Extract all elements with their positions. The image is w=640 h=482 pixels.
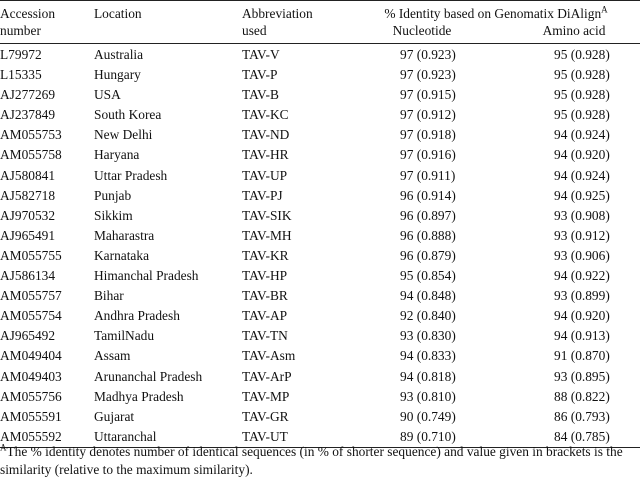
header-location-label: Location xyxy=(94,6,142,21)
cell-abbreviation: TAV-MH xyxy=(242,227,292,243)
cell-accession: AJ586134 xyxy=(0,268,56,284)
cell-location: Uttaranchal xyxy=(94,428,157,444)
cell-nucleotide: 97 (0.911) xyxy=(400,167,456,183)
cell-location: Karnataka xyxy=(94,247,150,263)
table-row xyxy=(0,44,640,66)
cell-nucleotide: 97 (0.918) xyxy=(400,127,456,143)
cell-amino-acid: 86 (0.793) xyxy=(554,408,610,424)
cell-accession: AM055758 xyxy=(0,147,62,163)
cell-nucleotide: 93 (0.810) xyxy=(400,388,456,404)
table-row xyxy=(0,125,640,145)
cell-amino-acid: 93 (0.908) xyxy=(554,207,610,223)
header-identity-footnote-marker: A xyxy=(601,4,608,15)
cell-abbreviation: TAV-B xyxy=(242,87,279,103)
cell-location: Sikkim xyxy=(94,207,133,223)
cell-nucleotide: 93 (0.830) xyxy=(400,328,456,344)
cell-abbreviation: TAV-AP xyxy=(242,308,288,324)
cell-location: Gujarat xyxy=(94,408,135,424)
table-row xyxy=(0,286,640,306)
cell-amino-acid: 93 (0.899) xyxy=(554,288,610,304)
cell-accession: AM055753 xyxy=(0,127,62,143)
cell-accession: AM055755 xyxy=(0,247,62,263)
table-row xyxy=(0,326,640,346)
cell-accession: AM055757 xyxy=(0,288,62,304)
cell-nucleotide: 95 (0.854) xyxy=(400,268,456,284)
cell-nucleotide: 89 (0.710) xyxy=(400,428,456,444)
cell-accession: AJ237849 xyxy=(0,107,56,123)
table-header xyxy=(0,1,640,44)
table-row xyxy=(0,266,640,286)
cell-location: Himanchal Pradesh xyxy=(94,268,199,284)
table-row xyxy=(0,387,640,407)
cell-nucleotide: 96 (0.879) xyxy=(400,247,456,263)
cell-location: New Delhi xyxy=(94,127,153,143)
cell-location: Punjab xyxy=(94,187,132,203)
cell-abbreviation: TAV-GR xyxy=(242,408,289,424)
cell-abbreviation: TAV-TN xyxy=(242,328,288,344)
cell-abbreviation: TAV-P xyxy=(242,67,278,83)
cell-abbreviation: TAV-ArP xyxy=(242,368,292,384)
cell-nucleotide: 97 (0.923) xyxy=(400,47,456,62)
cell-location: Hungary xyxy=(94,67,141,83)
cell-location: Haryana xyxy=(94,147,140,163)
header-nucleotide: Nucleotide xyxy=(392,23,452,38)
cell-nucleotide: 96 (0.888) xyxy=(400,227,456,243)
cell-accession: AM049404 xyxy=(0,348,62,364)
cell-amino-acid: 94 (0.920) xyxy=(554,147,610,163)
cell-abbreviation: TAV-V xyxy=(242,47,280,62)
cell-amino-acid: 93 (0.906) xyxy=(554,247,610,263)
cell-nucleotide: 97 (0.916) xyxy=(400,147,456,163)
cell-nucleotide: 94 (0.818) xyxy=(400,368,456,384)
cell-abbreviation: TAV-Asm xyxy=(242,348,296,364)
cell-abbreviation: TAV-SIK xyxy=(242,207,292,223)
cell-location: TamilNadu xyxy=(94,328,155,344)
cell-nucleotide: 94 (0.833) xyxy=(400,348,456,364)
cell-amino-acid: 94 (0.924) xyxy=(554,167,610,183)
header-identity-group xyxy=(352,1,640,23)
cell-amino-acid: 95 (0.928) xyxy=(554,47,610,62)
cell-abbreviation: TAV-UT xyxy=(242,428,288,444)
cell-nucleotide: 90 (0.749) xyxy=(400,408,456,424)
cell-accession: AJ965491 xyxy=(0,227,56,243)
table-row xyxy=(0,105,640,125)
cell-abbreviation: TAV-KC xyxy=(242,107,289,123)
cell-amino-acid: 95 (0.928) xyxy=(554,107,610,123)
cell-accession: AJ965492 xyxy=(0,328,56,344)
table-body xyxy=(0,44,640,448)
cell-amino-acid: 94 (0.922) xyxy=(554,268,610,284)
cell-amino-acid: 94 (0.913) xyxy=(554,328,610,344)
table-row xyxy=(0,407,640,427)
cell-nucleotide: 97 (0.912) xyxy=(400,107,456,123)
cell-nucleotide: 96 (0.914) xyxy=(400,187,456,203)
header-identity-group-label: % Identity based on Genomatix DiAlign xyxy=(384,6,602,21)
table-row xyxy=(0,65,640,85)
cell-abbreviation: TAV-UP xyxy=(242,167,288,183)
cell-amino-acid: 94 (0.924) xyxy=(554,127,610,143)
footnote-text: The % identity denotes number of identical sequences (in % of shorter sequence) and value given in brackets is the similarity (relative to the maximum similarity). xyxy=(0,444,623,477)
cell-amino-acid: 84 (0.785) xyxy=(554,428,610,444)
cell-accession: AJ277269 xyxy=(0,87,56,103)
table-row xyxy=(0,186,640,206)
cell-abbreviation: TAV-KR xyxy=(242,247,289,263)
cell-location: Madhya Pradesh xyxy=(94,388,184,404)
header-accession-line1: Accession xyxy=(0,6,56,21)
cell-amino-acid: 95 (0.928) xyxy=(554,87,610,103)
cell-location: Bihar xyxy=(94,288,124,304)
cell-location: South Korea xyxy=(94,107,162,123)
cell-location: Arunanchal Pradesh xyxy=(94,368,203,384)
table-row xyxy=(0,85,640,105)
cell-accession: AM055754 xyxy=(0,308,62,324)
cell-nucleotide: 97 (0.923) xyxy=(400,67,456,83)
cell-abbreviation: TAV-BR xyxy=(242,288,288,304)
cell-abbreviation: TAV-ND xyxy=(242,127,290,143)
cell-location: Assam xyxy=(94,348,131,364)
cell-location: Australia xyxy=(94,47,144,62)
cell-nucleotide: 94 (0.848) xyxy=(400,288,456,304)
cell-amino-acid: 93 (0.895) xyxy=(554,368,610,384)
table-row xyxy=(0,346,640,366)
cell-accession: AM049403 xyxy=(0,368,62,384)
table-row xyxy=(0,166,640,186)
cell-abbreviation: TAV-HR xyxy=(242,147,289,163)
cell-accession: AM055592 xyxy=(0,428,62,444)
cell-location: USA xyxy=(94,87,121,103)
cell-accession: AM055591 xyxy=(0,408,62,424)
header-location xyxy=(94,1,242,44)
cell-location: Uttar Pradesh xyxy=(94,167,168,183)
table-row xyxy=(0,246,640,266)
cell-amino-acid: 93 (0.912) xyxy=(554,227,610,243)
table-row xyxy=(0,306,640,326)
cell-nucleotide: 97 (0.915) xyxy=(400,87,456,103)
cell-nucleotide: 96 (0.897) xyxy=(400,207,456,223)
cell-nucleotide: 92 (0.840) xyxy=(400,308,456,324)
table-row xyxy=(0,206,640,226)
header-abbreviation-line1: Abbreviation xyxy=(242,6,313,21)
cell-accession: AM055756 xyxy=(0,388,62,404)
table-row xyxy=(0,367,640,387)
header-accession-line2: number xyxy=(0,23,41,38)
table-row xyxy=(0,226,640,246)
footnote-marker: A xyxy=(0,442,7,453)
cell-amino-acid: 94 (0.925) xyxy=(554,187,610,203)
cell-accession: AJ970532 xyxy=(0,207,56,223)
cell-location: Maharastra xyxy=(94,227,155,243)
header-abbreviation-line2: used xyxy=(242,23,267,38)
cell-amino-acid: 94 (0.920) xyxy=(554,308,610,324)
header-accession xyxy=(0,1,94,44)
cell-abbreviation: TAV-PJ xyxy=(242,187,283,203)
cell-abbreviation: TAV-MP xyxy=(242,388,290,404)
cell-amino-acid: 95 (0.928) xyxy=(554,67,610,83)
cell-accession: AJ582718 xyxy=(0,187,56,203)
header-abbreviation xyxy=(242,1,352,44)
cell-accession: L79972 xyxy=(0,47,42,62)
cell-amino-acid: 91 (0.870) xyxy=(554,348,610,364)
table-footnote xyxy=(0,443,640,479)
cell-accession: L15335 xyxy=(0,67,42,83)
cell-abbreviation: TAV-HP xyxy=(242,268,288,284)
table-row xyxy=(0,145,640,165)
cell-location: Andhra Pradesh xyxy=(94,308,180,324)
header-amino-acid: Amino acid xyxy=(542,23,606,38)
cell-amino-acid: 88 (0.822) xyxy=(554,388,610,404)
cell-accession: AJ580841 xyxy=(0,167,56,183)
